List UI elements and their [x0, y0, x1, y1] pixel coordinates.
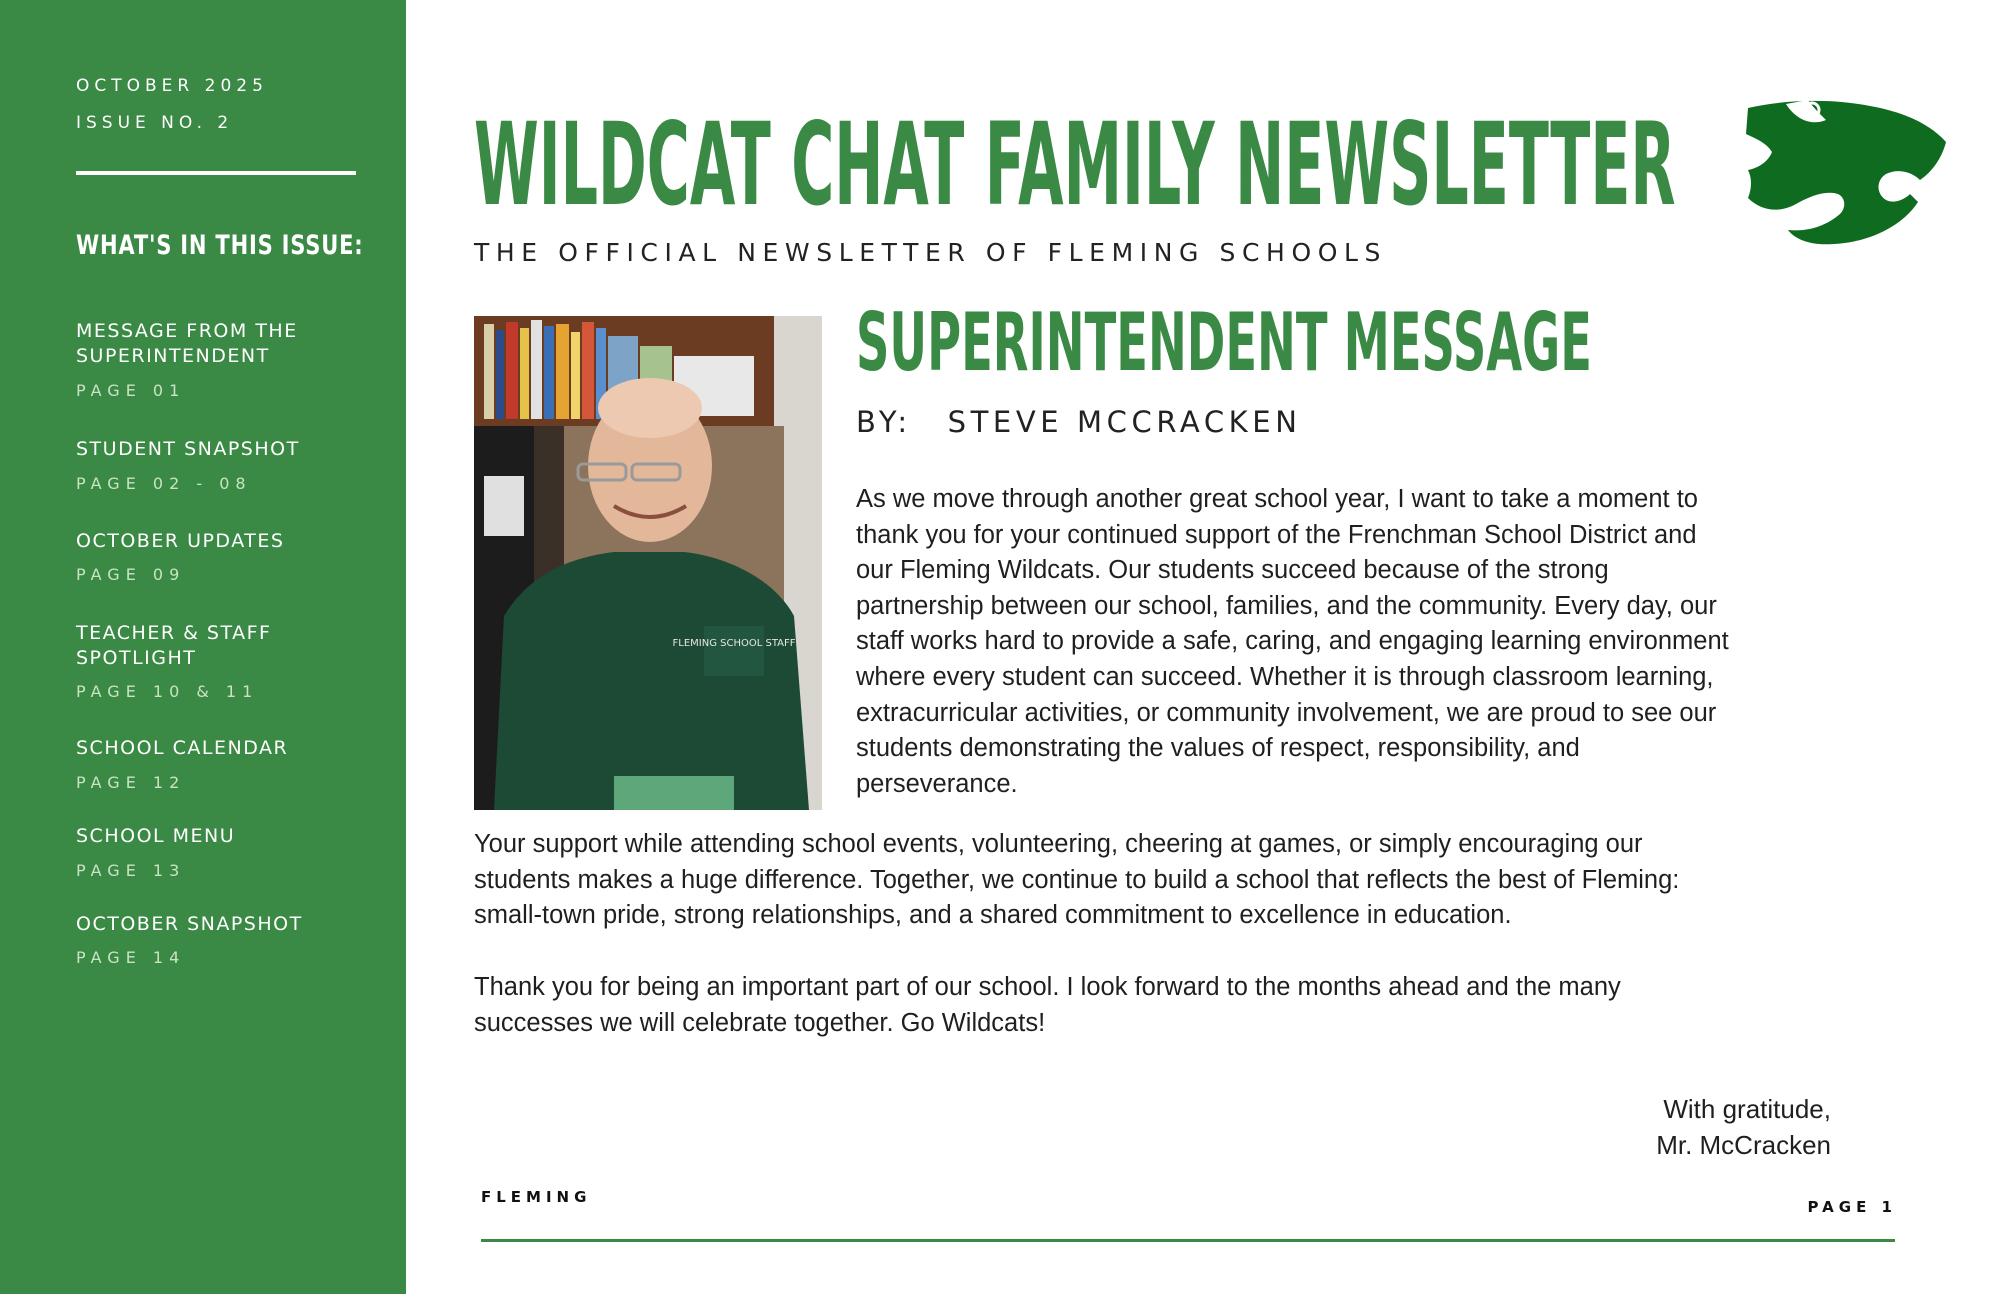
- toc-page-teacher-staff: PAGE 10 & 11: [76, 682, 259, 701]
- footer-school-name: FLEMING: [481, 1188, 592, 1206]
- footer-page-number: PAGE 1: [1807, 1198, 1897, 1216]
- sidebar: [0, 0, 406, 1294]
- toc-page-superintendent: PAGE 01: [76, 381, 186, 400]
- footer-divider: [481, 1239, 1895, 1242]
- newsletter-subtitle: THE OFFICIAL NEWSLETTER OF FLEMING SCHOOLS: [474, 238, 1388, 267]
- toc-item-superintendent[interactable]: MESSAGE FROM THE SUPERINTENDENT: [76, 320, 298, 367]
- toc-item-school-menu[interactable]: SCHOOL MENU: [76, 825, 236, 847]
- byline-label: BY:: [856, 405, 912, 439]
- wildcat-logo-icon: [1742, 98, 1948, 246]
- newsletter-title: WILDCAT CHAT FAMILY NEWSLETTER: [474, 98, 1676, 231]
- byline: [856, 405, 1302, 439]
- article-paragraph-3: Thank you for being an important part of our school. I look forward to the months ahead and the many successes we will celebrate together. Go Wildcats!: [474, 973, 1621, 1037]
- sidebar-divider: [76, 171, 356, 175]
- closing-block: [1656, 1092, 1831, 1163]
- shirt-embroidery: FLEMING SCHOOL STAFF: [672, 638, 796, 649]
- closing-salutation: With gratitude,: [1663, 1094, 1831, 1124]
- superintendent-photo: [474, 316, 822, 810]
- toc-item-school-calendar[interactable]: SCHOOL CALENDAR: [76, 737, 289, 759]
- toc-page-school-menu: PAGE 13: [76, 861, 186, 880]
- section-title: SUPERINTENDENT MESSAGE: [856, 296, 1592, 389]
- article-paragraph-2: Your support while attending school events, volunteering, cheering at games, or simply encouraging our students makes a huge difference. Together, we continue to build a school that reflects the best of Fleming: small-town pride, strong relationships, and a shared commitment to excellence in education.: [474, 830, 1680, 930]
- byline-author: STEVE MCCRACKEN: [947, 405, 1302, 439]
- article-paragraph-1: As we move through another great school year, I want to take a moment to thank you for your continued support of the Frenchman School District and our Fleming Wildcats. Our students succeed because of the strong partnership between our school, families, and the community. Every day, our staff works hard to provide a safe, caring, and engaging learning environment where every student can succeed. Whether it is through classroom learning, extracurricular activities, or community involvement, we are proud to see our students demonstrating the values of respect, responsibility, and perseverance.: [856, 485, 1729, 798]
- toc-heading: WHAT'S IN THIS ISSUE:: [76, 230, 364, 261]
- issue-date: OCTOBER 2025: [76, 76, 268, 96]
- toc-item-teacher-staff[interactable]: TEACHER & STAFF SPOTLIGHT: [76, 622, 272, 669]
- toc-page-school-calendar: PAGE 12: [76, 773, 186, 792]
- issue-number: ISSUE NO. 2: [76, 113, 234, 133]
- toc-page-october-snapshot: PAGE 14: [76, 948, 186, 967]
- toc-item-student-snapshot[interactable]: STUDENT SNAPSHOT: [76, 438, 300, 460]
- toc-item-october-updates[interactable]: OCTOBER UPDATES: [76, 530, 285, 552]
- closing-signature: Mr. McCracken: [1656, 1129, 1831, 1160]
- toc-page-october-updates: PAGE 09: [76, 565, 186, 584]
- toc-page-student-snapshot: PAGE 02 - 08: [76, 474, 252, 493]
- toc-item-october-snapshot[interactable]: OCTOBER SNAPSHOT: [76, 913, 303, 935]
